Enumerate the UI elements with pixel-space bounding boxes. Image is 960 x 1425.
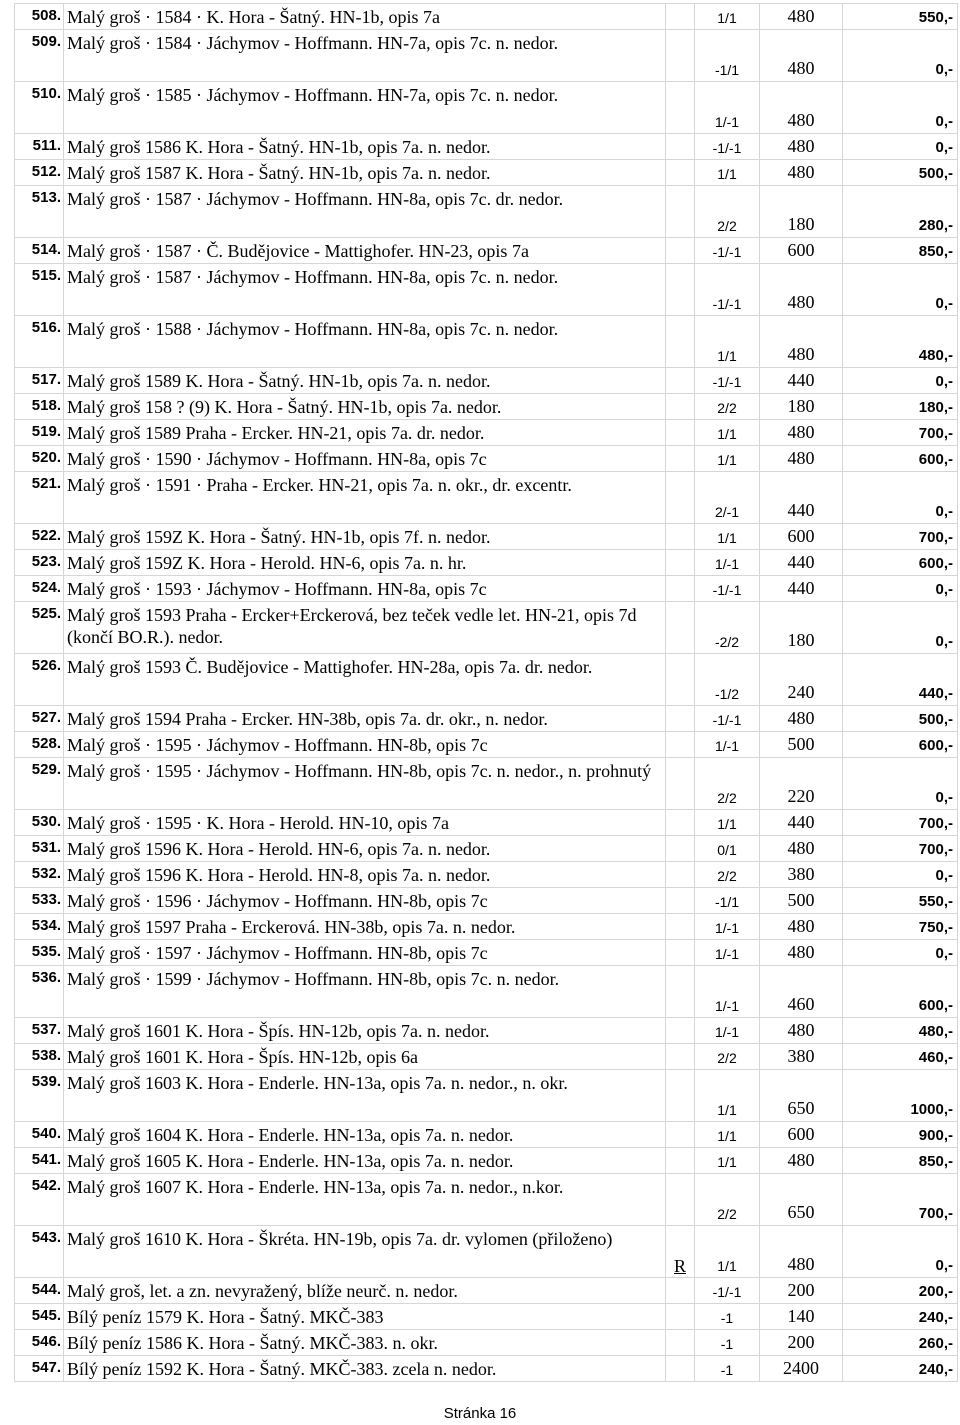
catalog-number: 500 [760,888,843,914]
catalog-number: 480 [760,30,843,82]
item-description: Malý groš 1597 Praha - Erckerová. HN-38b, opis 7a. n. nedor. [64,914,666,940]
rarity-mark [666,1148,695,1174]
catalog-row [15,1122,958,1148]
rarity-mark [666,82,695,134]
item-description: Malý groš 1605 K. Hora - Enderle. HN-13a, opis 7a. n. nedor. [64,1148,666,1174]
lot-number: 546. [15,1330,64,1356]
catalog-row [15,940,958,966]
price: 280,- [843,186,958,238]
catalog-number: 220 [760,758,843,810]
quality-grade: 1/-1 [695,940,760,966]
rarity-mark [666,654,695,706]
item-description: Malý groš 1607 K. Hora - Enderle. HN-13a, opis 7a. n. nedor., n.kor. [64,1174,666,1226]
price: 700,- [843,836,958,862]
rarity-mark [666,446,695,472]
catalog-row [15,914,958,940]
catalog-number: 460 [760,966,843,1018]
catalog-number: 480 [760,264,843,316]
price: 0,- [843,758,958,810]
lot-number: 519. [15,420,64,446]
lot-number: 511. [15,134,64,160]
lot-number: 533. [15,888,64,914]
price: 0,- [843,472,958,524]
item-description: Malý groš 158 ? (9) K. Hora - Šatný. HN-1b, opis 7a. nedor. [64,394,666,420]
quality-grade: -1 [695,1304,760,1330]
quality-grade: -1/1 [695,30,760,82]
catalog-row [15,1278,958,1304]
catalog-row [15,264,958,316]
catalog-number: 480 [760,316,843,368]
catalog-number: 500 [760,732,843,758]
item-description: Malý groš 1601 K. Hora - Špís. HN-12b, opis 7a. n. nedor. [64,1018,666,1044]
catalog-row [15,30,958,82]
item-description: Malý groš · 1588 · Jáchymov - Hoffmann. HN-8a, opis 7c. n. nedor. [64,316,666,368]
item-description: Malý groš 1587 K. Hora - Šatný. HN-1b, opis 7a. n. nedor. [64,160,666,186]
price: 460,- [843,1044,958,1070]
item-description: Malý groš · 1593 · Jáchymov - Hoffmann. HN-8a, opis 7c [64,576,666,602]
catalog-row [15,524,958,550]
rarity-mark [666,1070,695,1122]
quality-grade: 1/1 [695,1226,760,1278]
catalog-row [15,446,958,472]
lot-number: 541. [15,1148,64,1174]
catalog-number: 480 [760,706,843,732]
price: 480,- [843,316,958,368]
price: 260,- [843,1330,958,1356]
catalog-number: 650 [760,1174,843,1226]
rarity-mark [666,836,695,862]
quality-grade: -1/-1 [695,238,760,264]
lot-number: 517. [15,368,64,394]
lot-number: 525. [15,602,64,654]
catalog-number: 200 [760,1330,843,1356]
item-description: Malý groš 1603 K. Hora - Enderle. HN-13a, opis 7a. n. nedor., n. okr. [64,1070,666,1122]
price: 700,- [843,524,958,550]
item-description: Malý groš · 1595 · Jáchymov - Hoffmann. HN-8b, opis 7c. n. nedor., n. prohnutý [64,758,666,810]
item-description: Bílý peníz 1592 K. Hora - Šatný. MKČ-383. zcela n. nedor. [64,1356,666,1382]
page-footer: Stránka 16 [443,1405,517,1422]
quality-grade: -1/1 [695,888,760,914]
item-description: Malý groš · 1587 · Jáchymov - Hoffmann. HN-8a, opis 7c. dr. nedor. [64,186,666,238]
rarity-mark [666,602,695,654]
catalog-row [15,576,958,602]
catalog-number: 440 [760,810,843,836]
lot-number: 528. [15,732,64,758]
quality-grade: -1/-1 [695,1278,760,1304]
rarity-mark [666,186,695,238]
catalog-number: 480 [760,134,843,160]
catalog-row [15,472,958,524]
quality-grade: 2/2 [695,186,760,238]
price: 700,- [843,810,958,836]
catalog-row [15,1174,958,1226]
quality-grade: -1/-1 [695,576,760,602]
quality-grade: 2/2 [695,758,760,810]
lot-number: 508. [15,4,64,30]
catalog-number: 180 [760,602,843,654]
quality-grade: -1/-1 [695,134,760,160]
catalog-row [15,758,958,810]
catalog-number: 440 [760,550,843,576]
lot-number: 520. [15,446,64,472]
price: 0,- [843,862,958,888]
rarity-mark [666,368,695,394]
lot-number: 530. [15,810,64,836]
price: 900,- [843,1122,958,1148]
lot-number: 521. [15,472,64,524]
item-description: Malý groš 1593 Praha - Ercker+Erckerová, bez teček vedle let. HN-21, opis 7d (končí BO.R.). nedor. [64,602,666,654]
item-description: Malý groš 1610 K. Hora - Škréta. HN-19b, opis 7a. dr. vylomen (přiloženo) [64,1226,666,1278]
catalog-row [15,1044,958,1070]
catalog-row [15,1330,958,1356]
item-description: Malý groš 1589 K. Hora - Šatný. HN-1b, opis 7a. n. nedor. [64,368,666,394]
catalog-number: 180 [760,394,843,420]
rarity-mark [666,394,695,420]
rarity-mark [666,810,695,836]
price: 0,- [843,134,958,160]
catalog-row [15,732,958,758]
catalog-number: 380 [760,862,843,888]
rarity-mark [666,472,695,524]
rarity-mark [666,134,695,160]
catalog-row [15,160,958,186]
price: 0,- [843,82,958,134]
item-description: Malý groš 1596 K. Hora - Herold. HN-8, opis 7a. n. nedor. [64,862,666,888]
item-description: Bílý peníz 1579 K. Hora - Šatný. MKČ-383 [64,1304,666,1330]
rarity-mark [666,940,695,966]
catalog-row [15,394,958,420]
rarity-mark [666,160,695,186]
quality-grade: -1/-1 [695,706,760,732]
lot-number: 514. [15,238,64,264]
lot-number: 512. [15,160,64,186]
quality-grade: -1/2 [695,654,760,706]
rarity-mark [666,732,695,758]
catalog-row [15,706,958,732]
rarity-mark [666,316,695,368]
catalog-number: 140 [760,1304,843,1330]
rarity-mark [666,4,695,30]
catalog-number: 440 [760,368,843,394]
item-description: Malý groš 1596 K. Hora - Herold. HN-6, opis 7a. n. nedor. [64,836,666,862]
rarity-mark: R [666,1226,695,1278]
item-description: Malý groš, let. a zn. nevyražený, blíže neurč. n. nedor. [64,1278,666,1304]
quality-grade: 1/1 [695,160,760,186]
catalog-row [15,1070,958,1122]
catalog-number: 440 [760,576,843,602]
item-description: Malý groš · 1584 · Jáchymov - Hoffmann. HN-7a, opis 7c. n. nedor. [64,30,666,82]
quality-grade: -1 [695,1356,760,1382]
rarity-mark [666,238,695,264]
catalog-number: 480 [760,1018,843,1044]
item-description: Bílý peníz 1586 K. Hora - Šatný. MKČ-383. n. okr. [64,1330,666,1356]
quality-grade: 1/1 [695,524,760,550]
catalog-number: 480 [760,420,843,446]
catalog-row [15,1018,958,1044]
quality-grade: 2/2 [695,394,760,420]
lot-number: 529. [15,758,64,810]
quality-grade: 1/1 [695,810,760,836]
quality-grade: 1/1 [695,1122,760,1148]
catalog-row [15,368,958,394]
catalog-number: 440 [760,472,843,524]
item-description: Malý groš 159Z K. Hora - Šatný. HN-1b, opis 7f. n. nedor. [64,524,666,550]
lot-number: 509. [15,30,64,82]
price: 600,- [843,446,958,472]
quality-grade: 1/-1 [695,1018,760,1044]
catalog-row [15,810,958,836]
quality-grade: 1/-1 [695,82,760,134]
catalog-number: 650 [760,1070,843,1122]
catalog-row [15,316,958,368]
quality-grade: 2/-1 [695,472,760,524]
catalog-number: 480 [760,4,843,30]
item-description: Malý groš · 1596 · Jáchymov - Hoffmann. HN-8b, opis 7c [64,888,666,914]
item-description: Malý groš 1589 Praha - Ercker. HN-21, opis 7a. dr. nedor. [64,420,666,446]
rarity-mark [666,758,695,810]
rarity-mark [666,30,695,82]
catalog-number: 480 [760,446,843,472]
lot-number: 516. [15,316,64,368]
price: 0,- [843,940,958,966]
quality-grade: 1/1 [695,420,760,446]
catalog-row [15,966,958,1018]
quality-grade: 1/-1 [695,914,760,940]
catalog-number: 2400 [760,1356,843,1382]
price: 440,- [843,654,958,706]
item-description: Malý groš 1601 K. Hora - Špís. HN-12b, opis 6a [64,1044,666,1070]
item-description: Malý groš · 1587 · Jáchymov - Hoffmann. HN-8a, opis 7c. n. nedor. [64,264,666,316]
catalog-row [15,4,958,30]
quality-grade: 1/1 [695,316,760,368]
price: 0,- [843,602,958,654]
price: 0,- [843,30,958,82]
catalog-row [15,186,958,238]
item-description: Malý groš · 1587 · Č. Budějovice - Mattighofer. HN-23, opis 7a [64,238,666,264]
catalog-row [15,134,958,160]
rarity-mark [666,888,695,914]
rarity-mark [666,1174,695,1226]
quality-grade: 1/1 [695,1148,760,1174]
catalog-row [15,550,958,576]
rarity-mark [666,1356,695,1382]
item-description: Malý groš · 1595 · K. Hora - Herold. HN-10, opis 7a [64,810,666,836]
lot-number: 518. [15,394,64,420]
price: 0,- [843,264,958,316]
rarity-mark [666,1278,695,1304]
item-description: Malý groš 1594 Praha - Ercker. HN-38b, opis 7a. dr. okr., n. nedor. [64,706,666,732]
lot-number: 542. [15,1174,64,1226]
catalog-number: 480 [760,82,843,134]
price: 750,- [843,914,958,940]
lot-number: 524. [15,576,64,602]
lot-number: 522. [15,524,64,550]
catalog-row [15,654,958,706]
catalog-number: 600 [760,1122,843,1148]
price: 850,- [843,1148,958,1174]
item-description: Malý groš · 1597 · Jáchymov - Hoffmann. HN-8b, opis 7c [64,940,666,966]
catalog-row [15,1304,958,1330]
quality-grade: 0/1 [695,836,760,862]
price: 500,- [843,160,958,186]
rarity-mark [666,420,695,446]
catalog-row [15,238,958,264]
catalog-number: 480 [760,1148,843,1174]
item-description: Malý groš 1593 Č. Budějovice - Mattighofer. HN-28a, opis 7a. dr. nedor. [64,654,666,706]
catalog-number: 200 [760,1278,843,1304]
price: 0,- [843,576,958,602]
catalog-row [15,836,958,862]
price: 700,- [843,1174,958,1226]
item-description: Malý groš 159Z K. Hora - Herold. HN-6, opis 7a. n. hr. [64,550,666,576]
catalog-row [15,1148,958,1174]
rarity-mark [666,1304,695,1330]
lot-number: 535. [15,940,64,966]
lot-number: 513. [15,186,64,238]
item-description: Malý groš · 1591 · Praha - Ercker. HN-21, opis 7a. n. okr., dr. excentr. [64,472,666,524]
lot-number: 536. [15,966,64,1018]
price: 600,- [843,550,958,576]
rarity-mark [666,576,695,602]
lot-number: 537. [15,1018,64,1044]
lot-number: 539. [15,1070,64,1122]
quality-grade: 2/2 [695,1174,760,1226]
price: 600,- [843,966,958,1018]
quality-grade: 1/1 [695,1070,760,1122]
price: 850,- [843,238,958,264]
quality-grade: -1/-1 [695,368,760,394]
lot-number: 526. [15,654,64,706]
catalog-number: 240 [760,654,843,706]
price: 550,- [843,4,958,30]
rarity-mark [666,1330,695,1356]
lot-number: 544. [15,1278,64,1304]
rarity-mark [666,524,695,550]
quality-grade: 2/2 [695,862,760,888]
catalog-table [14,3,958,1382]
price: 1000,- [843,1070,958,1122]
catalog-row [15,82,958,134]
item-description: Malý groš 1604 K. Hora - Enderle. HN-13a, opis 7a. n. nedor. [64,1122,666,1148]
price: 480,- [843,1018,958,1044]
rarity-mark [666,1018,695,1044]
catalog-row [15,1356,958,1382]
quality-grade: 1/1 [695,446,760,472]
catalog-number: 380 [760,1044,843,1070]
quality-grade: -2/2 [695,602,760,654]
lot-number: 540. [15,1122,64,1148]
catalog-row [15,888,958,914]
price: 200,- [843,1278,958,1304]
price: 0,- [843,368,958,394]
lot-number: 523. [15,550,64,576]
rarity-mark [666,706,695,732]
catalog-number: 480 [760,1226,843,1278]
rarity-mark [666,550,695,576]
item-description: Malý groš 1586 K. Hora - Šatný. HN-1b, opis 7a. n. nedor. [64,134,666,160]
item-description: Malý groš · 1590 · Jáchymov - Hoffmann. HN-8a, opis 7c [64,446,666,472]
catalog-row [15,602,958,654]
rarity-mark [666,1122,695,1148]
lot-number: 547. [15,1356,64,1382]
quality-grade: 1/1 [695,4,760,30]
catalog-number: 480 [760,940,843,966]
lot-number: 543. [15,1226,64,1278]
lot-number: 510. [15,82,64,134]
lot-number: 545. [15,1304,64,1330]
lot-number: 527. [15,706,64,732]
catalog-row [15,420,958,446]
catalog-number: 180 [760,186,843,238]
rarity-mark [666,1044,695,1070]
catalog-number: 600 [760,238,843,264]
quality-grade: -1/-1 [695,264,760,316]
price: 240,- [843,1356,958,1382]
rarity-mark [666,862,695,888]
catalog-number: 480 [760,914,843,940]
price: 180,- [843,394,958,420]
catalog-rows [15,4,958,1382]
quality-grade: 1/-1 [695,732,760,758]
catalog-number: 600 [760,524,843,550]
rarity-mark [666,966,695,1018]
catalog-row [15,1226,958,1278]
rarity-mark [666,914,695,940]
lot-number: 532. [15,862,64,888]
quality-grade: -1 [695,1330,760,1356]
item-description: Malý groš · 1585 · Jáchymov - Hoffmann. HN-7a, opis 7c. n. nedor. [64,82,666,134]
catalog-number: 480 [760,836,843,862]
price: 600,- [843,732,958,758]
quality-grade: 1/-1 [695,550,760,576]
lot-number: 531. [15,836,64,862]
item-description: Malý groš · 1584 · K. Hora - Šatný. HN-1b, opis 7a [64,4,666,30]
catalog-number: 480 [760,160,843,186]
item-description: Malý groš · 1595 · Jáchymov - Hoffmann. HN-8b, opis 7c [64,732,666,758]
quality-grade: 2/2 [695,1044,760,1070]
price: 0,- [843,1226,958,1278]
price: 550,- [843,888,958,914]
quality-grade: 1/-1 [695,966,760,1018]
item-description: Malý groš · 1599 · Jáchymov - Hoffmann. HN-8b, opis 7c. n. nedor. [64,966,666,1018]
lot-number: 538. [15,1044,64,1070]
price: 240,- [843,1304,958,1330]
rarity-mark [666,264,695,316]
lot-number: 515. [15,264,64,316]
price: 500,- [843,706,958,732]
lot-number: 534. [15,914,64,940]
price: 700,- [843,420,958,446]
catalog-row [15,862,958,888]
